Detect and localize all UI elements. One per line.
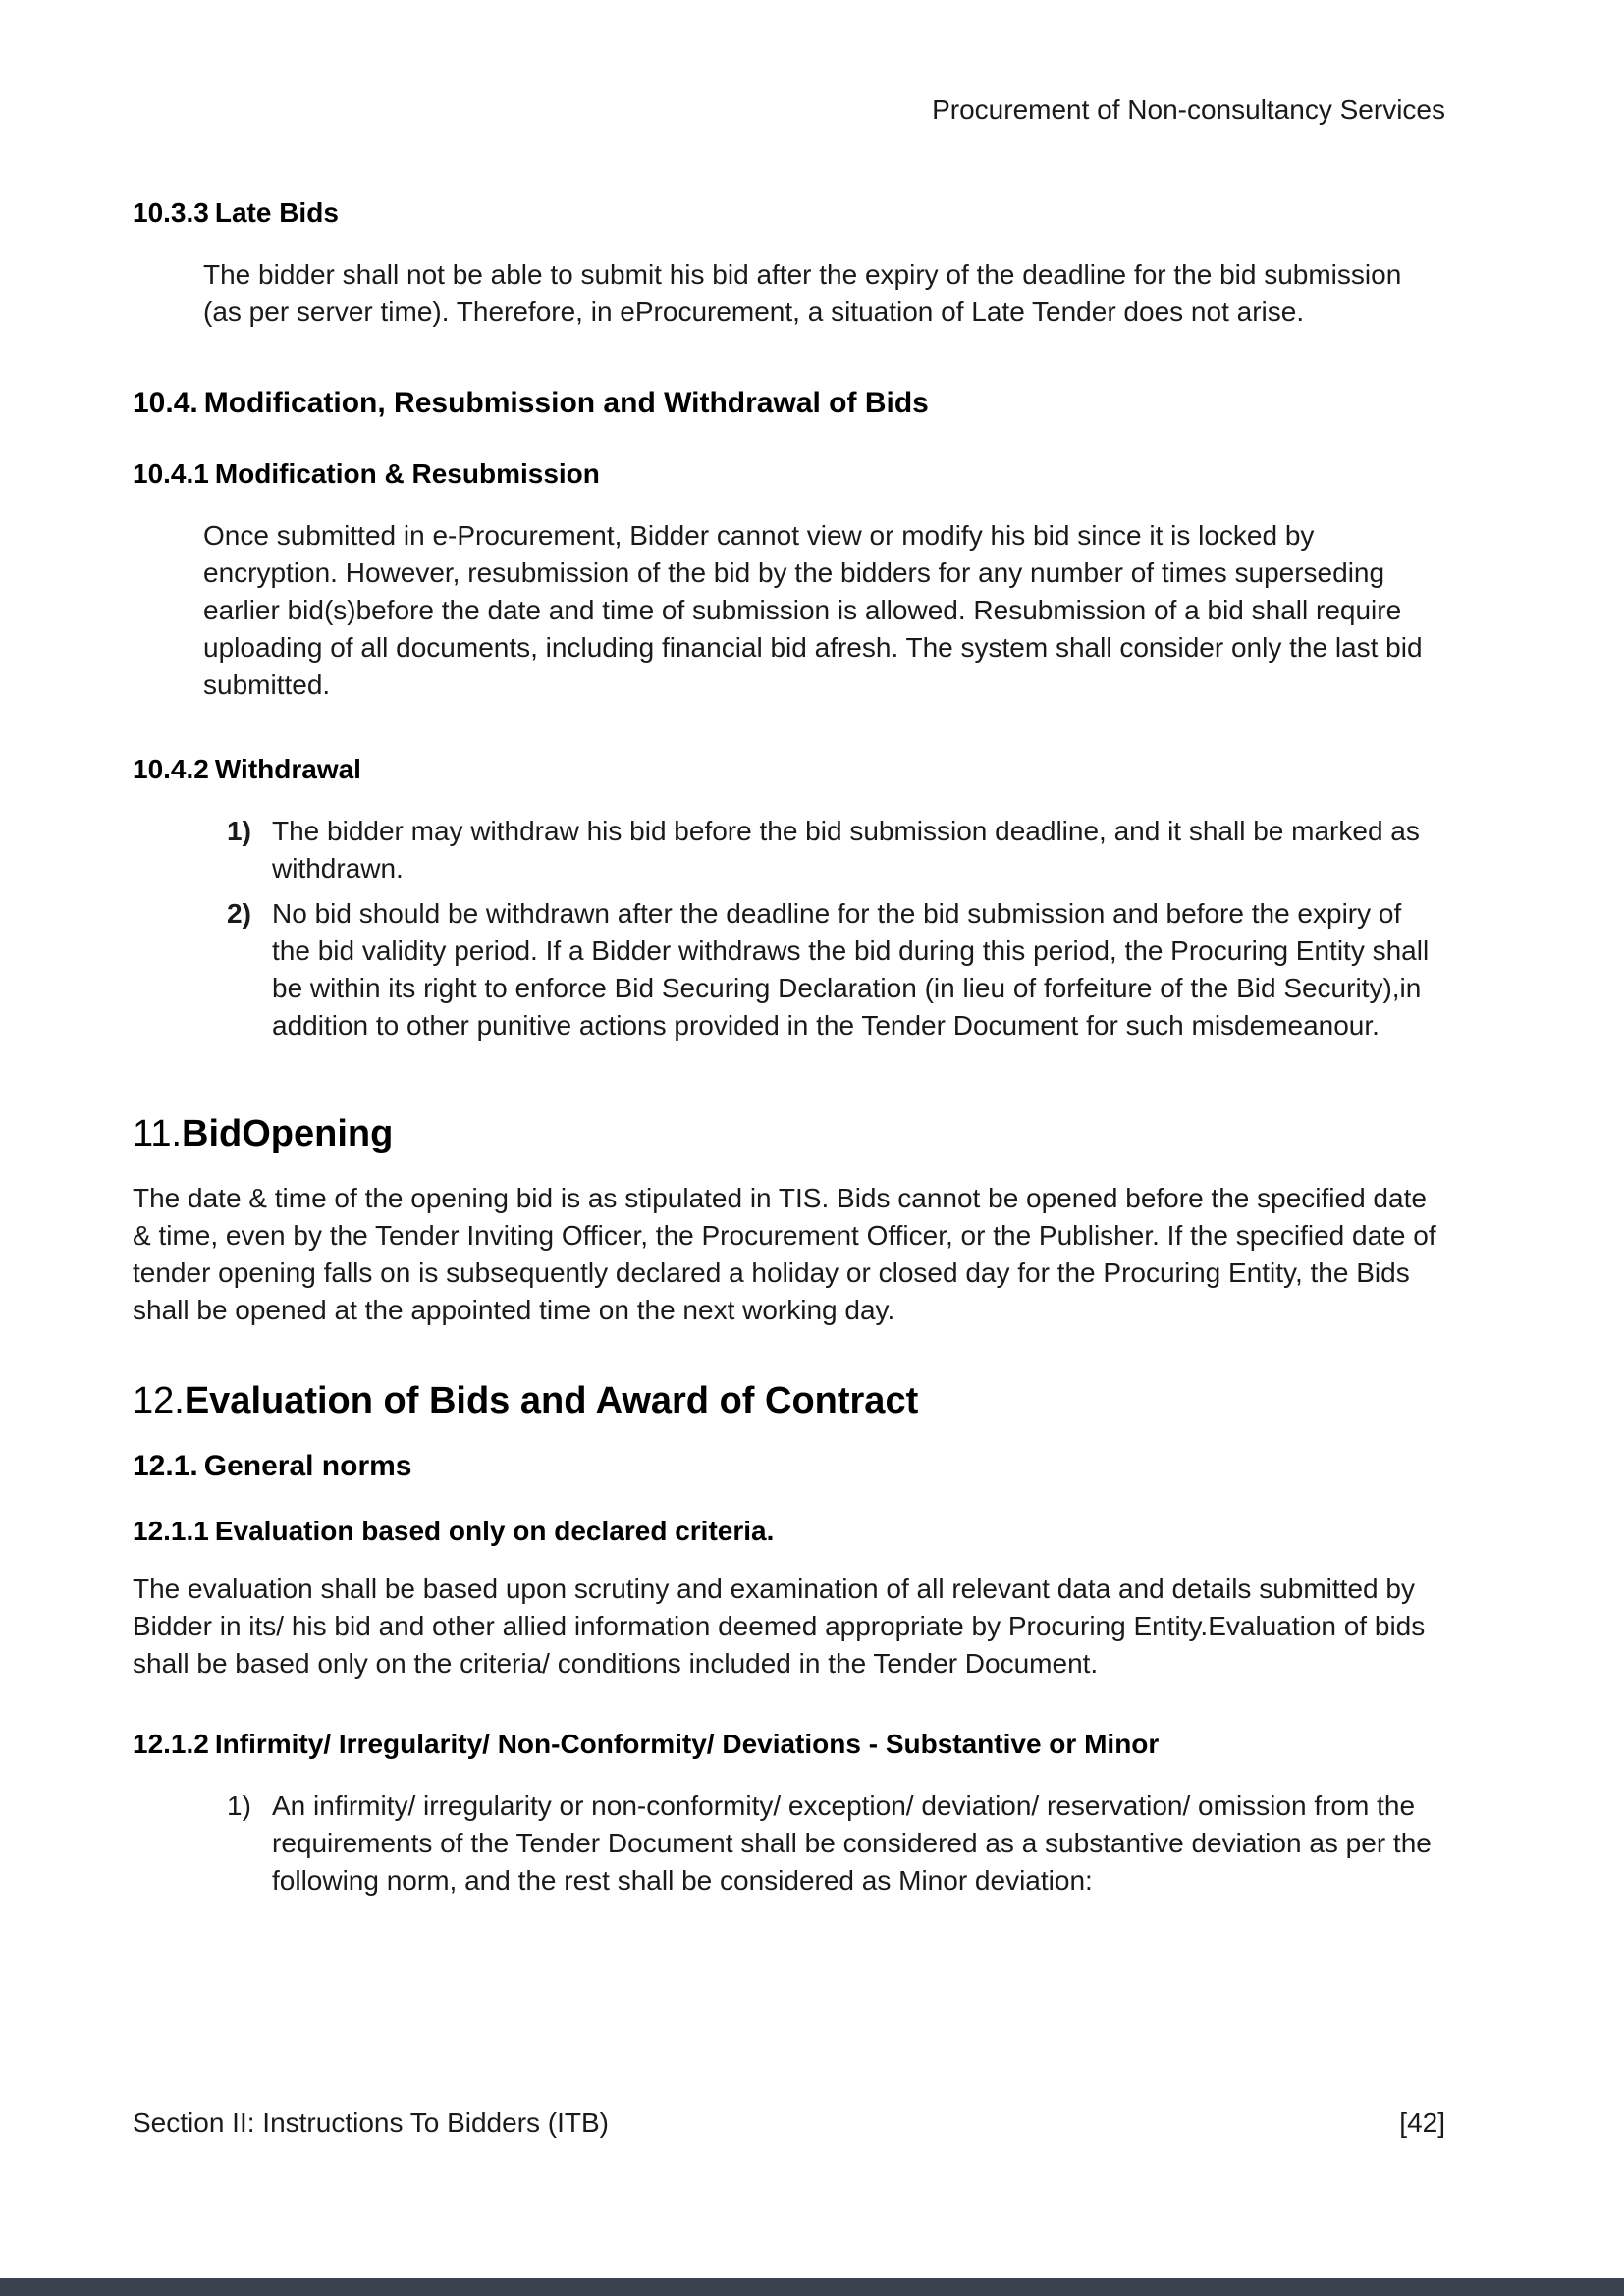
heading-modification-resubmission-withdrawal	[133, 386, 1445, 420]
header-title: Procurement of Non-consultancy Services	[932, 94, 1445, 125]
list-item	[227, 895, 1445, 1044]
para-late-bids: The bidder shall not be able to submit his bid after the expiry of the deadline for the bid submission (as per server time). Therefore, in eProcurement, a situation of Late Tender does not arise.	[203, 259, 1402, 327]
heading-number: 12.1.	[133, 1450, 198, 1482]
list-item	[227, 813, 1445, 887]
heading-declared-criteria	[133, 1515, 1445, 1547]
heading-text: Modification, Resubmission and Withdrawal of Bids	[203, 387, 929, 419]
heading-text: Infirmity/ Irregularity/ Non-Conformity/ Deviations - Substantive or Minor	[214, 1729, 1160, 1759]
heading-text: Late Bids	[214, 197, 339, 228]
heading-number: 12.1.1	[133, 1516, 209, 1546]
heading-bid-opening	[133, 1111, 1445, 1156]
heading-text: Evaluation based only on declared criteria.	[214, 1516, 775, 1546]
list-item-text: An infirmity/ irregularity or non-conformity/ exception/ deviation/ reservation/ omission from the requirements of the Tender Document shall be considered as a substantive deviation as per the following norm, and the rest shall be considered as Minor deviation:	[272, 1790, 1432, 1896]
list-item-number: 1)	[227, 816, 251, 846]
heading-text: Modification & Resubmission	[214, 458, 600, 489]
heading-number: 10.4.2	[133, 754, 209, 784]
list-item-text: The bidder may withdraw his bid before the bid submission deadline, and it shall be marked as withdrawn.	[272, 816, 1420, 883]
para-modification-resubmission: Once submitted in e-Procurement, Bidder cannot view or modify his bid since it is locked by encryption. However, resubmission of the bid by the bidders for any number of times superseding earlier bid(s)before the date and time of submission is allowed. Resubmission of a bid shall require uploading of all documents, including financial bid afresh. The system shall consider only the last bid submitted.	[203, 520, 1423, 700]
heading-late-bids	[133, 196, 1445, 229]
heading-general-norms	[133, 1449, 1445, 1483]
para-bid-opening: The date & time of the opening bid is as stipulated in TIS. Bids cannot be opened before the specified date & time, even by the Tender Inviting Officer, the Procurement Officer, or the Publisher. If the specified date of tender opening falls on is subsequently declared a holiday or closed day for the Procuring Entity, the Bids shall be opened at the appointed time on the next working day.	[133, 1183, 1436, 1325]
bottom-bar	[0, 2278, 1624, 2296]
heading-evaluation-award	[133, 1378, 1445, 1423]
list-item-number: 2)	[227, 898, 251, 929]
heading-text: General norms	[203, 1450, 412, 1482]
heading-text: Evaluation of Bids and Award of Contract	[184, 1380, 919, 1421]
heading-text: Withdrawal	[214, 754, 361, 784]
heading-number: 12.1.2	[133, 1729, 209, 1759]
heading-number: 10.4.	[133, 387, 198, 419]
list-item	[227, 1788, 1445, 1899]
heading-text: BidOpening	[182, 1113, 394, 1154]
heading-number: 10.4.1	[133, 458, 209, 489]
footer-section-label: Section II: Instructions To Bidders (ITB)	[133, 2108, 610, 2138]
heading-number: 11.	[133, 1113, 183, 1154]
heading-withdrawal	[133, 753, 1445, 785]
infirmity-list	[133, 1788, 1445, 1899]
withdrawal-list	[133, 813, 1445, 1044]
page-footer	[133, 2108, 1445, 2139]
para-declared-criteria: The evaluation shall be based upon scrutiny and examination of all relevant data and details submitted by Bidder in its/ his bid and other allied information deemed appropriate by Procuring Entity.Evaluation of bids shall be based only on the criteria/ conditions included in the Tender Document.	[133, 1574, 1426, 1679]
heading-number: 10.3.3	[133, 197, 209, 228]
footer-page-number: [42]	[1399, 2108, 1445, 2138]
document-body	[133, 196, 1445, 1899]
heading-number: 12.	[133, 1380, 185, 1421]
heading-infirmity-irregularity	[133, 1728, 1445, 1760]
list-item-number: 1)	[227, 1790, 251, 1821]
list-item-text: No bid should be withdrawn after the deadline for the bid submission and before the expiry of the bid validity period. If a Bidder withdraws the bid during this period, the Procuring Entity shall be within its right to enforce Bid Securing Declaration (in lieu of forfeiture of the Bid Security),in addition to other punitive actions provided in the Tender Document for such misdemeanour.	[272, 898, 1430, 1041]
page-header	[133, 94, 1445, 126]
heading-modification-resubmission	[133, 457, 1445, 490]
